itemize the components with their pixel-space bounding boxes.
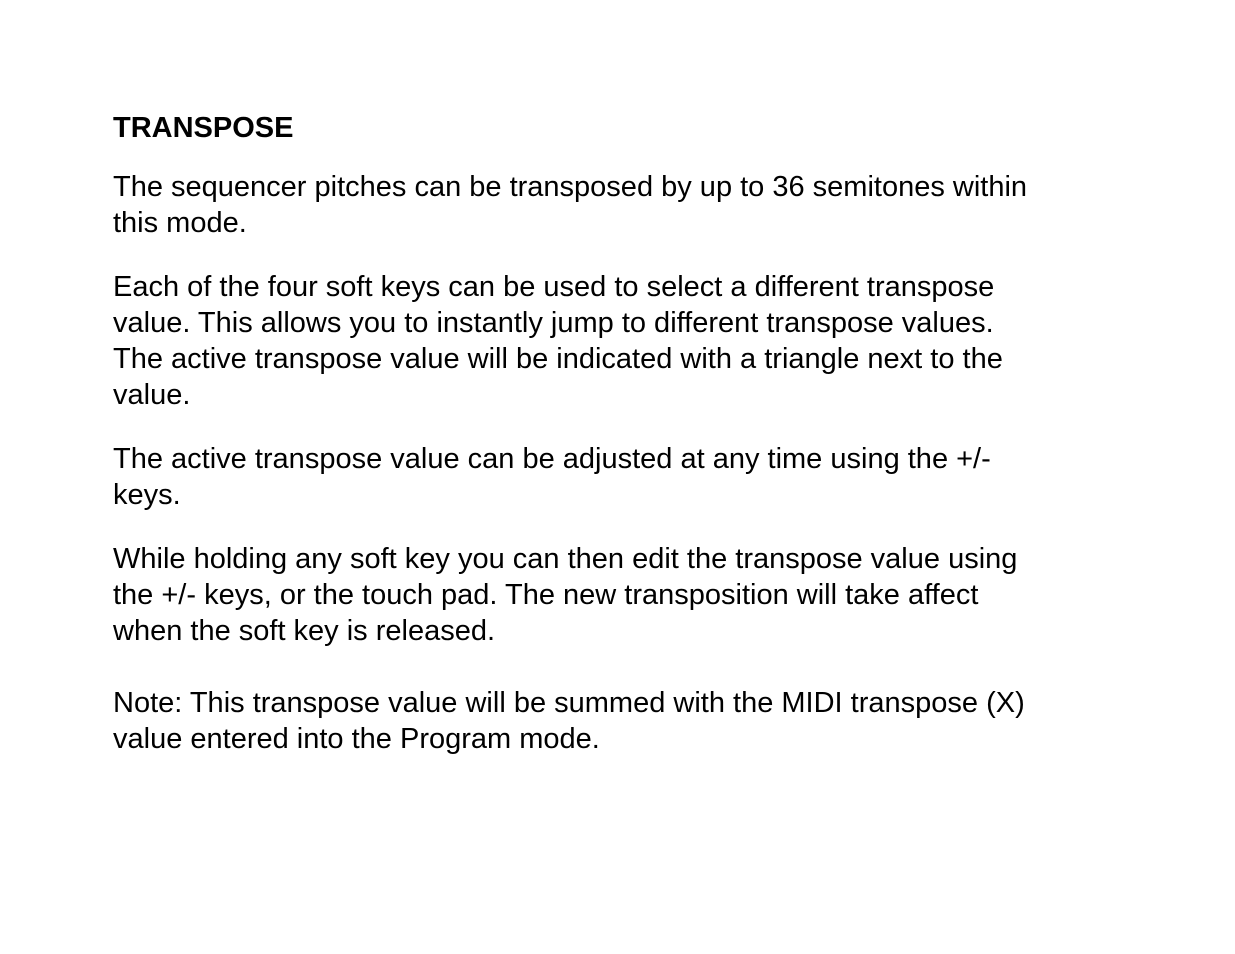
text-line: While holding any soft key you can then edit the transpose value using <box>113 543 1018 575</box>
text-line: The active transpose value can be adjusted at any time using the +/- <box>113 443 991 475</box>
text-line: this mode. <box>113 207 247 239</box>
text-line: value entered into the Program mode. <box>113 723 600 755</box>
paragraph-soft-keys <box>113 269 1003 413</box>
text-line: when the soft key is released. <box>113 615 496 647</box>
text-line: The active transpose value will be indicated with a triangle next to the <box>113 343 1003 375</box>
text-line: value. This allows you to instantly jump to different transpose values. <box>113 307 994 339</box>
text-line: the +/- keys, or the touch pad. The new transposition will take affect <box>113 579 979 611</box>
paragraph-adjust-value <box>113 441 991 513</box>
paragraph-note <box>113 685 1025 757</box>
text-line: keys. <box>113 479 181 511</box>
text-line: Each of the four soft keys can be used to select a different transpose <box>113 271 995 303</box>
document-page <box>113 0 1123 954</box>
text-line: The sequencer pitches can be transposed by up to 36 semitones within <box>113 171 1028 203</box>
section-heading: TRANSPOSE <box>113 112 294 144</box>
text-line: value. <box>113 379 191 411</box>
paragraph-transpose-range <box>113 169 1027 241</box>
paragraph-hold-soft-key <box>113 541 1017 649</box>
text-line: Note: This transpose value will be summed with the MIDI transpose (X) <box>113 687 1025 719</box>
